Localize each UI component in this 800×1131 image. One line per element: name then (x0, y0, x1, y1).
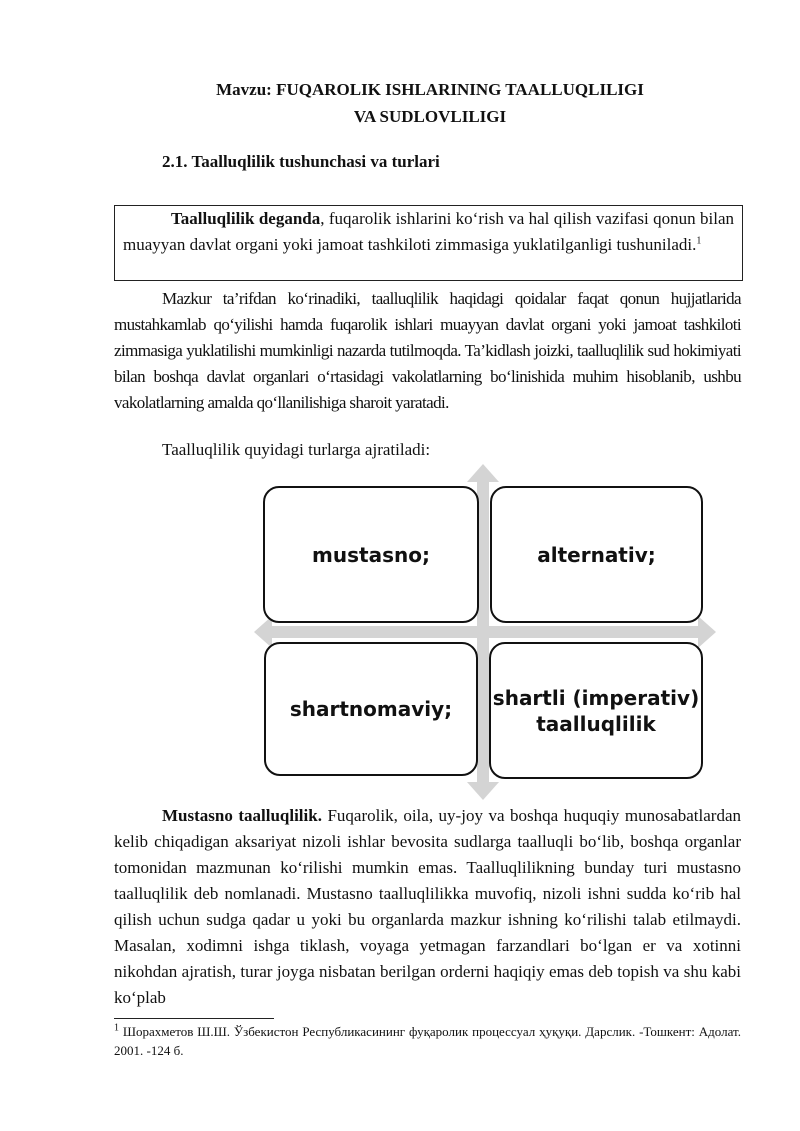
top-arrowhead (467, 464, 499, 482)
footnote-text: Шорахметов Ш.Ш. Ўзбекистон Республикасининг фуқаролик процессуал ҳуқуқи. Дарслик. -Тошкент: Адолат. 2001. -124 б. (114, 1024, 742, 1058)
definition-body: , fuqarolik ishlarini ko‘rish va hal qilish vazifasi qonun bilan muayyan davlat organi yoki jamoat tashkiloti zimmasiga yuklatilganligi tushuniladi. (123, 209, 735, 254)
definition-box (114, 205, 743, 281)
paragraph-2-text (114, 803, 741, 1011)
footnote-separator (114, 1018, 274, 1019)
type-label-mustasno: mustasno; (312, 542, 430, 567)
title-line-1: Mavzu: FUQAROLIK ISHLARINING TAALLUQLILIGI (216, 80, 644, 99)
type-box-alternativ (490, 486, 703, 623)
type-label-alternativ: alternativ; (537, 542, 656, 567)
left-arrowhead (254, 616, 272, 648)
taalluqlilik-types-diagram (250, 462, 720, 802)
type-box-shartnomaviy (264, 642, 478, 776)
bottom-arrowhead (467, 782, 499, 800)
title-line-2: VA SUDLOVLILIGI (353, 107, 507, 126)
type-label-shartli-line1: shartli (imperativ) (492, 685, 700, 710)
definition-text (123, 206, 734, 258)
type-box-shartli (489, 642, 703, 779)
paragraph-2 (114, 803, 741, 1011)
type-label-shartnomaviy: shartnomaviy; (289, 697, 453, 721)
right-arrowhead (698, 616, 716, 648)
type-box-mustasno (263, 486, 479, 623)
footnote-reference[interactable]: 1 (696, 235, 702, 247)
types-intro: Taalluqlilik quyidagi turlarga ajratiladi: (162, 440, 431, 459)
section-heading: 2.1. Taalluqlilik tushunchasi va turlari (162, 152, 440, 171)
footnote-mark: 1 (114, 1022, 119, 1034)
type-label-shartli-line2: taalluqlilik (536, 711, 656, 736)
paragraph-2-body: Fuqarolik, oila, uy-joy va boshqa huquqiy munosabatlardan kelib chiqadigan aksariyat nizoli ishlar bevosita sudlarga taalluqli bo‘lib, boshqa organlar tomonidan mazmunan ko‘rilishi mumkin emas. Taalluqlilikning bunday turi mustasno taalluqlilik deb nomlanadi. Mustasno taalluqlilikka muvofiq, nizoli ishni sudda ko‘rib hal qilish uchun sudga qadar u yoki bu organlarda mazkur ishning ko‘rilishi talab etilmaydi. Masalan, xodimni ishga tiklash, voyaga yetmagan farzandlari bo‘lgan er va xotinni nikohdan ajratish, turar joyga nisbatan berilgan orderni haqiqiy emas deb topish va shu kabi ko‘plab (114, 806, 741, 1007)
definition-term: Taalluqlilik deganda (171, 209, 321, 228)
paragraph-2-term: Mustasno taalluqlilik. (162, 806, 322, 825)
page-title (0, 76, 800, 130)
paragraph-1 (114, 286, 741, 416)
footnote (114, 1022, 741, 1060)
paragraph-1-text: Mazkur ta’rifdan ko‘rinadiki, taalluqlilik haqidagi qoidalar faqat qonun hujjatlarida mustahkamlab qo‘yilishi hamda fuqarolik ishlari muayyan davlat organi yoki jamoat tashkiloti zimmasiga yuklatilishi mumkinligi nazarda tutilmoqda. Ta’kidlash joizki, taalluqlilik sud hokimiyati bilan boshqa davlat organlari o‘rtasidagi vakolatlarning bo‘linishida muhim hisoblanib, ushbu vakolatlarning amalda qo‘llanilishiga sharoit yaratadi. (114, 289, 741, 412)
